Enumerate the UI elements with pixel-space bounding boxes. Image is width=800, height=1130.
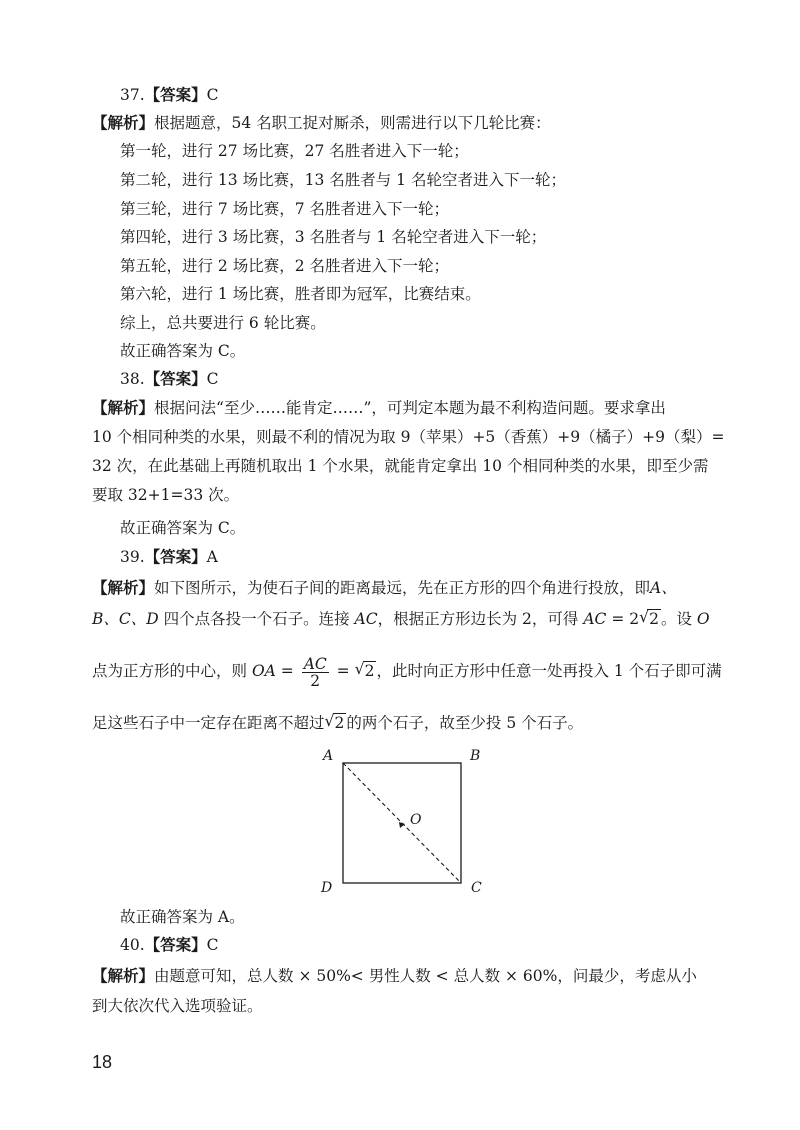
q39-text-ac-1: AC (354, 610, 378, 628)
page-number: 18 (92, 1052, 113, 1072)
q38-answer: C (206, 370, 219, 388)
q39-fraction-numerator: AC (303, 654, 327, 673)
q39-text-o: O (696, 610, 710, 628)
q39-point-a: A、 (650, 579, 677, 597)
q39-analysis-label: 【解析】 (92, 578, 155, 597)
q38-analysis-line-2: 10 个相同种类的水果，则最不利的情况为取 9（苹果）+5（香蕉）+9（橘子）+9（梨）= (92, 428, 725, 446)
q38-analysis-line-3: 32 次，在此基础上再随机取出 1 个水果，就能肯定拿出 10 个相同种类的水果，即至少需 (92, 457, 709, 475)
q39-text-oa: OA (251, 662, 276, 680)
label-o: O (410, 812, 422, 828)
q37-conclusion: 故正确答案为 C。 (120, 342, 246, 360)
q40-analysis-line-2: 到大依次代入选项验证。 (92, 997, 263, 1015)
q40-answer-label: 【答案】 (144, 935, 207, 954)
q38-answer-label: 【答案】 (144, 369, 207, 388)
q39-points-bcd: B、C、D (92, 610, 159, 628)
q38-analysis-line-4: 要取 32+1=33 次。 (92, 486, 240, 504)
q40-analysis-text-1: 由题意可知，总人数 × 50%< 男性人数 < 总人数 × 60%，问最少，考虑从小 (154, 967, 697, 985)
q39-sqrt-2-radicand: 2 (364, 662, 375, 680)
q37-round-4: 第四轮，进行 3 场比赛，3 名胜者与 1 名轮空者进入下一轮； (120, 228, 547, 246)
q39-text-2f: = 2 (606, 610, 640, 628)
q37-analysis-text: 根据题意，54 名职工捉对厮杀，则需进行以下几轮比赛： (154, 114, 551, 132)
q37-round-3: 第三轮，进行 7 场比赛，7 名胜者进入下一轮； (120, 200, 450, 218)
q39-analysis-line-4 (92, 712, 583, 734)
q39-text-2h: 。设 (660, 610, 697, 628)
q39-text-4a: 足这些石子中一定存在距离不超过 (92, 714, 325, 732)
q37-answer-label: 【答案】 (144, 85, 207, 104)
q39-analysis-line-1 (92, 577, 677, 599)
q39-text-4c: 的两个石子，故至少投 5 个石子。 (346, 714, 584, 732)
q39-sqrt-3-radicand: 2 (334, 714, 345, 732)
q39-answer: A (206, 548, 218, 566)
q39-fraction (302, 656, 329, 689)
q37-number: 37. (120, 86, 145, 104)
q39-sqrt-2: √ 2 (354, 660, 375, 680)
q38-conclusion: 故正确答案为 C。 (120, 519, 246, 537)
q38-number: 38. (120, 370, 145, 388)
q37-round-1: 第一轮，进行 27 场比赛，27 名胜者进入下一轮； (120, 142, 469, 160)
q39-answer-label: 【答案】 (144, 547, 207, 566)
q37-analysis-label: 【解析】 (92, 113, 155, 132)
label-c: C (471, 880, 482, 896)
q39-sqrt-1-radicand: 2 (649, 610, 659, 628)
square-diagram-svg (315, 748, 495, 903)
q39-sqrt-1: √ 2 (639, 608, 659, 628)
q39-analysis-text-1a: 如下图所示，为使石子间的距离最远，先在正方形的四个角进行投放，即 (154, 579, 651, 597)
q37-summary: 综上，总共要进行 6 轮比赛。 (120, 314, 326, 332)
q37-round-6: 第六轮，进行 1 场比赛，胜者即为冠军，比赛结束。 (120, 285, 481, 303)
q39-text-3a: 点为正方形的中心，则 (92, 662, 252, 680)
q40-number: 40. (120, 936, 145, 954)
q39-sqrt-3: √ 2 (324, 712, 345, 732)
q39-heading (120, 546, 218, 568)
label-a: A (323, 748, 334, 764)
square-diagram (315, 748, 495, 903)
q39-fraction-denominator: 2 (310, 671, 321, 690)
label-b: B (470, 748, 481, 764)
q40-heading (120, 934, 219, 956)
q39-analysis-line-2 (92, 608, 710, 630)
q38-analysis-line-1 (92, 397, 666, 419)
q40-analysis-line-1 (92, 965, 697, 987)
q39-text-2b: 四个点各投一个石子。连接 (158, 610, 355, 628)
q39-text-3f: ，此时向正方形中任意一处再投入 1 个石子即可满 (376, 662, 722, 680)
q39-text-3d: = (331, 662, 355, 680)
q37-round-5: 第五轮，进行 2 场比赛，2 名胜者进入下一轮； (120, 257, 450, 275)
q39-text-2d: ，根据正方形边长为 2，可得 (377, 610, 584, 628)
q39-analysis-line-3 (92, 654, 722, 689)
q39-conclusion: 故正确答案为 A。 (120, 908, 245, 926)
q37-round-2: 第二轮，进行 13 场比赛，13 名胜者与 1 名轮空者进入下一轮； (120, 171, 566, 189)
q37-heading (120, 84, 219, 106)
q38-heading (120, 368, 219, 390)
q40-answer: C (206, 936, 219, 954)
q39-number: 39. (120, 548, 145, 566)
q38-analysis-label: 【解析】 (92, 398, 155, 417)
q39-text-3c: = (275, 662, 299, 680)
q37-answer: C (206, 86, 219, 104)
q38-analysis-text-1: 根据问法“至少……能肯定……”，可判定本题为最不利构造问题。要求拿出 (154, 399, 666, 417)
q40-analysis-label: 【解析】 (92, 966, 155, 985)
label-d: D (321, 880, 333, 896)
q37-analysis (92, 112, 551, 134)
q39-text-ac-2: AC (583, 610, 607, 628)
